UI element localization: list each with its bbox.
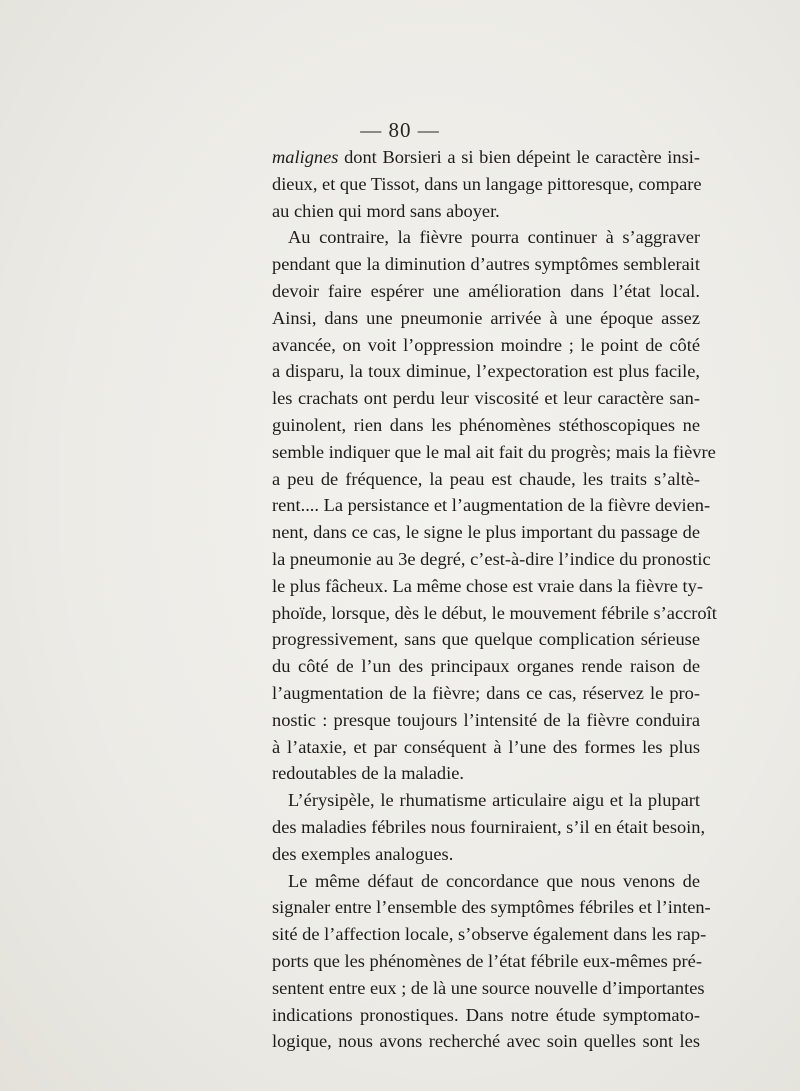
text-line [272, 760, 700, 787]
text-line [272, 653, 700, 680]
body-text [272, 144, 717, 1055]
text-line [272, 894, 711, 921]
text-line [272, 626, 700, 653]
line-text: nostic : presque toujours l’intensité de la fièvre conduira [272, 709, 700, 730]
line-text: redoutables de la maladie. [272, 763, 464, 784]
line-text: guinolent, rien dans les phénomènes stéthoscopiques ne [272, 414, 700, 435]
text-line [272, 358, 700, 385]
line-text: progressivement, sans que quelque complication sérieuse [272, 629, 700, 650]
line-text: des maladies fébriles nous fourniraient, s’il en était besoin, [272, 816, 706, 837]
line-text: la pneumonie au 3e degré, c’est-à-dire l’indice du pronostic [272, 548, 711, 569]
line-text: logique, nous avons recherché avec soin quelles sont les [272, 1031, 700, 1052]
text-line [272, 814, 706, 841]
text-line [272, 224, 700, 251]
line-text: a disparu, la toux diminue, l’expectoration est plus facile, [272, 361, 700, 382]
line-text: des exemples analogues. [272, 843, 454, 864]
text-line [272, 975, 705, 1002]
text-line [272, 1002, 700, 1029]
text-line [272, 868, 700, 895]
line-text: L’érysipèle, le rhumatisme articulaire aigu et la plupart [288, 790, 700, 811]
line-text: dont Borsieri a si bien dépeint le caractère insi- [338, 147, 700, 167]
line-text: pendant que la diminution d’autres symptômes semblerait [272, 254, 700, 275]
line-text: Au contraire, la fièvre pourra continuer à s’aggraver [288, 227, 700, 248]
text-line [272, 519, 700, 546]
line-text: au chien qui mord sans aboyer. [272, 200, 500, 221]
text-line [272, 171, 700, 198]
text-line [272, 1028, 700, 1055]
text-line [272, 948, 700, 975]
text-line [272, 546, 711, 573]
line-text: avancée, on voit l’oppression moindre ; le point de côté [272, 334, 700, 355]
line-text: du côté de l’un des principaux organes rende raison de [272, 656, 700, 677]
text-line [272, 412, 700, 439]
line-text: à l’ataxie, et par conséquent à l’une des formes les plus [272, 736, 700, 757]
text-line [272, 787, 700, 814]
line-text: a peu de fréquence, la peau est chaude, les traits s’altè- [272, 468, 700, 489]
text-line [272, 921, 707, 948]
line-text: les crachats ont perdu leur viscosité et leur caractère san- [272, 388, 700, 409]
text-line [272, 198, 700, 225]
text-line [272, 600, 717, 627]
page-number: — 80 — [360, 118, 440, 142]
text-line [272, 278, 700, 305]
text-line [272, 385, 700, 412]
line-text: indications pronostiques. Dans notre étude symptomato- [272, 1004, 700, 1025]
text-line [272, 573, 703, 600]
line-text: ports que les phénomènes de l’état fébrile eux-mêmes pré- [272, 950, 702, 971]
italic-word: malignes [272, 147, 339, 167]
text-line [272, 305, 700, 332]
line-text: dieux, et que Tissot, dans un langage pittoresque, compare [272, 173, 702, 194]
text-line [272, 841, 700, 868]
line-text: devoir faire espérer une amélioration dans l’état local. [272, 280, 700, 301]
text-line [272, 332, 700, 359]
text-line [272, 492, 711, 519]
line-text: Le même défaut de concordance que nous venons de [288, 870, 700, 891]
text-line [272, 144, 700, 171]
line-text: phoïde, lorsque, dès le début, le mouvement fébrile s’accroît [272, 602, 717, 623]
line-text: le plus fâcheux. La même chose est vraie dans la fièvre ty- [272, 575, 703, 596]
line-text: rent.... La persistance et l’augmentation de la fièvre devien- [272, 495, 711, 516]
text-line [272, 680, 700, 707]
text-line [272, 251, 700, 278]
line-text: sité de l’affection locale, s’observe également dans les rap- [272, 924, 707, 945]
line-text: nent, dans ce cas, le signe le plus important du passage de [272, 522, 700, 543]
text-line [272, 466, 700, 493]
line-text: l’augmentation de la fièvre; dans ce cas, réservez le pro- [272, 682, 700, 703]
text-line [272, 707, 700, 734]
line-text: signaler entre l’ensemble des symptômes fébriles et l’inten- [272, 897, 711, 918]
text-line [272, 439, 716, 466]
line-text: sentent entre eux ; de là une source nouvelle d’importantes [272, 977, 705, 998]
text-line [272, 734, 700, 761]
line-text: Ainsi, dans une pneumonie arrivée à une époque assez [272, 307, 700, 328]
line-text: semble indiquer que le mal ait fait du progrès; mais la fièvre [272, 441, 716, 462]
